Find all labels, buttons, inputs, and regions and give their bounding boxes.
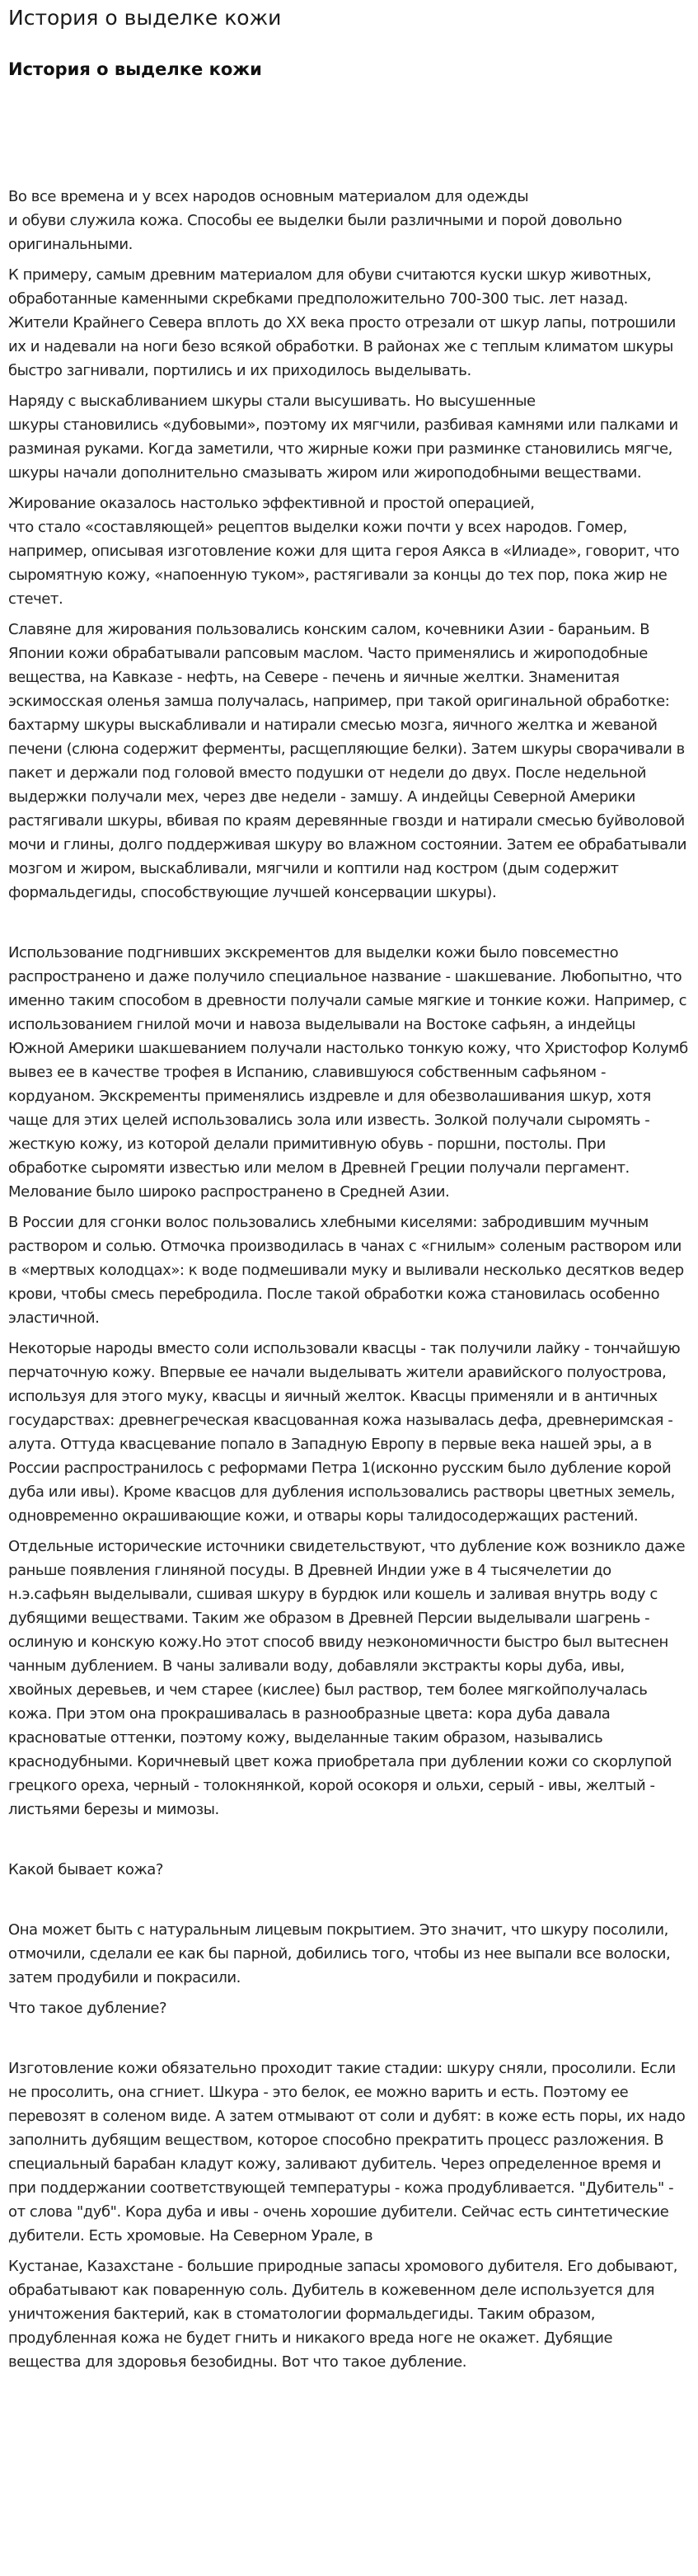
paragraph-tanning-history: Отдельные исторические источники свидетельствуют, что дубление кож возникло даже раньше появления глиняной посуды. В Древней Индии уже в 4 тысячелетии до н.э.сафьян выделывали, сшивая шкуру в бурдюк или кошель и заливая внутрь воду с дубящими веществами. Таким же образом в Древней Персии выделывали шагрень - ослиную и конскую кожу.Но этот способ ввиду неэкономичности быстро был вытеснен чанным дублением. В чаны заливали воду, добавляли экстракты коры дуба, ивы, хвойных деревьев, и чем старее (кислее) был раствор, тем более мягкойполучалась кожа. При этом она прокрашивалась в разнообразные цвета: кора дуба давала красноватые оттенки, поэтому кожу, выделанные таким образом, назывались краснодубными. Коричневый цвет кожа приобретала при дублении кожи со скорлупой грецкого ореха, черный - толокнянкой, корой осокоря и ольхи, серый - ивы, желтый - листьями березы и мимозы. bbox=[8, 1538, 686, 1818]
article-body bbox=[8, 185, 688, 2381]
article-heading: История о выделке кожи bbox=[8, 59, 262, 79]
paragraph-excrements: Использование подгнивших экскрементов для выделки кожи было повсеместно распространено и даже получило специальное название - шакшевание. Любопытно, что именно таким способом в древности получали самые мягкие и тонкие кожи. Например, с использованием гнилой мочи и навоза выделывали на Востоке сафьян, а индейцы Южной Америки шакшеванием получали настолько тонкую кожу, что Христофор Колумб вывез ее в качестве трофея в Испанию, славившуюся собственным сафьяном - кордуаном. Экскременты применялись издревле и для обезволашивания шкур, хотя чаще для этих целей использовались зола или известь. Золкой получали сыромять - жесткую кожу, из которой делали примитивную обувь - поршни, постолы. При обработке сыромяти известью или мелом в Древней Греции получали пергамент. Мелование было широко распространено в Средней Азии. bbox=[8, 944, 688, 1201]
paragraph-natural-surface: Она может быть с натуральным лицевым покрытием. Это значит, что шкуру посолили, отмочили, сделали ее как бы парной, добились того, чтобы из нее выпали все волоски, затем продубили и покрасили. bbox=[8, 1921, 671, 1986]
paragraph-tanning-process: Изготовление кожи обязательно проходит такие стадии: шкуру сняли, просолили. Если не просолить, она сгниет. Шкура - это белок, ее можно варить и есть. Поэтому ее перевозят в соленом виде. А затем отмывают от соли и дубят: в коже есть поры, их надо заполнить дубящим веществом, которое способно прекратить процесс разложения. В специальный барабан кладут кожу, заливают дубитель. Через определенное время и при поддержании соответствующей температуры - кожа продубливается. "Дубитель" - от слова "дуб". Кора дуба и ивы - очень хорошие дубители. Сейчас есть синтетические дубители. Есть хромовые. На Северном Урале, в bbox=[8, 2060, 686, 2245]
paragraph-ancient-materials: К примеру, самым древним материалом для обуви считаются куски шкур животных, обработанные каменными скребками предположительно 700-300 тыс. лет назад. Жители Крайнего Севера вплоть до XX века просто отрезали от шкур лапы, потрошили их и надевали на ноги безо всякой обработки. В районах же с теплым климатом шкуры быстро загнивали, портились и их приходилось выделывать. bbox=[8, 266, 676, 379]
paragraph-russia: В России для сгонки волос пользовались хлебными киселями: забродившим мучным раствором и солью. Отмочка производилась в чанах с «гнилым» соленым раствором или в «мертвых колодцах»: к воде подмешивали муку и выливали несколько десятков ведер крови, чтобы смесь перебродила. После такой обработки кожа становилась особенно эластичной. bbox=[8, 1214, 684, 1327]
page-title: История о выделке кожи bbox=[8, 6, 282, 30]
paragraph-chrome-tanning: Кустанае, Казахстане - большие природные запасы хромового дубителя. Его добывают, обрабатывают как поваренную соль. Дубитель в кожевенном деле используется для уничтожения бактерий, как в стоматологии формальдегиды. Таким образом, продубленная кожа не будет гнить и никакого вреда ноге не окажет. Дубящие вещества для здоровья безобидны. Вот что такое дубление. bbox=[8, 2258, 678, 2371]
paragraph-alum: Некоторые народы вместо соли использовали квасцы - так получили лайку - тончайшую перчаточную кожу. Впервые ее начали выделывать жители аравийского полуострова, используя для этого муку, квасцы и яичный желток. Квасцы применяли и в античных государствах: древнегреческая квасцованная кожа называлась дефа, древнеримская - алута. Оттуда квасцевание попало в Западную Европу в первые века нашей эры, а в России распространилось с реформами Петра 1(исконно русским было дубление корой дуба или ивы). Кроме квасцов для дубления использовались растворы цветных земель, одновременно окрашивающие кожи, и отвары коры талидосодержащих растений. bbox=[8, 1340, 681, 1525]
paragraph-intro: Во все времена и у всех народов основным материалом для одежды и обуви служила кожа. Способы ее выделки были различными и порой довольно оригинальными. bbox=[8, 188, 622, 253]
question-what-is-tanning: Что такое дубление? bbox=[8, 2000, 167, 2017]
paragraph-drying: Наряду с выскабливанием шкуры стали высушивать. Но высушенные шкуры становились «дубовыми», поэтому их мягчили, разбивая камнями или палками и разминая руками. Когда заметили, что жирные кожи при разминке становились мягче, шкуры начали дополнительно смазывать жиром или жироподобными веществами. bbox=[8, 393, 678, 482]
paragraph-oiling: Жирование оказалось настолько эффективной и простой операцией, что стало «составляющей» рецептов выделки кожи почти у всех народов. Гомер, например, описывая изготовление кожи для щита героя Аякса в «Илиаде», говорит, что сыромятную кожу, «напоенную туком», растягивали за концы до тех пор, пока жир не стечет. bbox=[8, 495, 680, 608]
paragraph-slavs: Славяне для жирования пользовались конским салом, кочевники Азии - бараньим. В Японии кожи обрабатывали рапсовым маслом. Часто применялись и жироподобные вещества, на Кавказе - нефть, на Севере - печень и яичные желтки. Знаменитая эскимосская оленья замша получалась, например, при такой оригинальной обработке: бахтарму шкуры выскабливали и натирали смесью мозга, яичного желтка и жеваной печени (слюна содержит ферменты, расщепляющие белки). Затем шкуры сворачивали в пакет и держали под головой вместо подушки от недели до двух. После недельной выдержки получали мех, через две недели - замшу. А индейцы Северной Америки растягивали шкуры, вбивая по краям деревянные гвозди и натирали смесью буйволовой мочи и глины, долго поддерживая шкуру во влажном состоянии. Затем ее обрабатывали мозгом и жиром, выскабливали, мягчили и коптили над костром (дым содержит формальдегиды, способствующие лучшей консервации шкуры). bbox=[8, 621, 686, 901]
question-leather-types: Какой бывает кожа? bbox=[8, 1861, 163, 1878]
